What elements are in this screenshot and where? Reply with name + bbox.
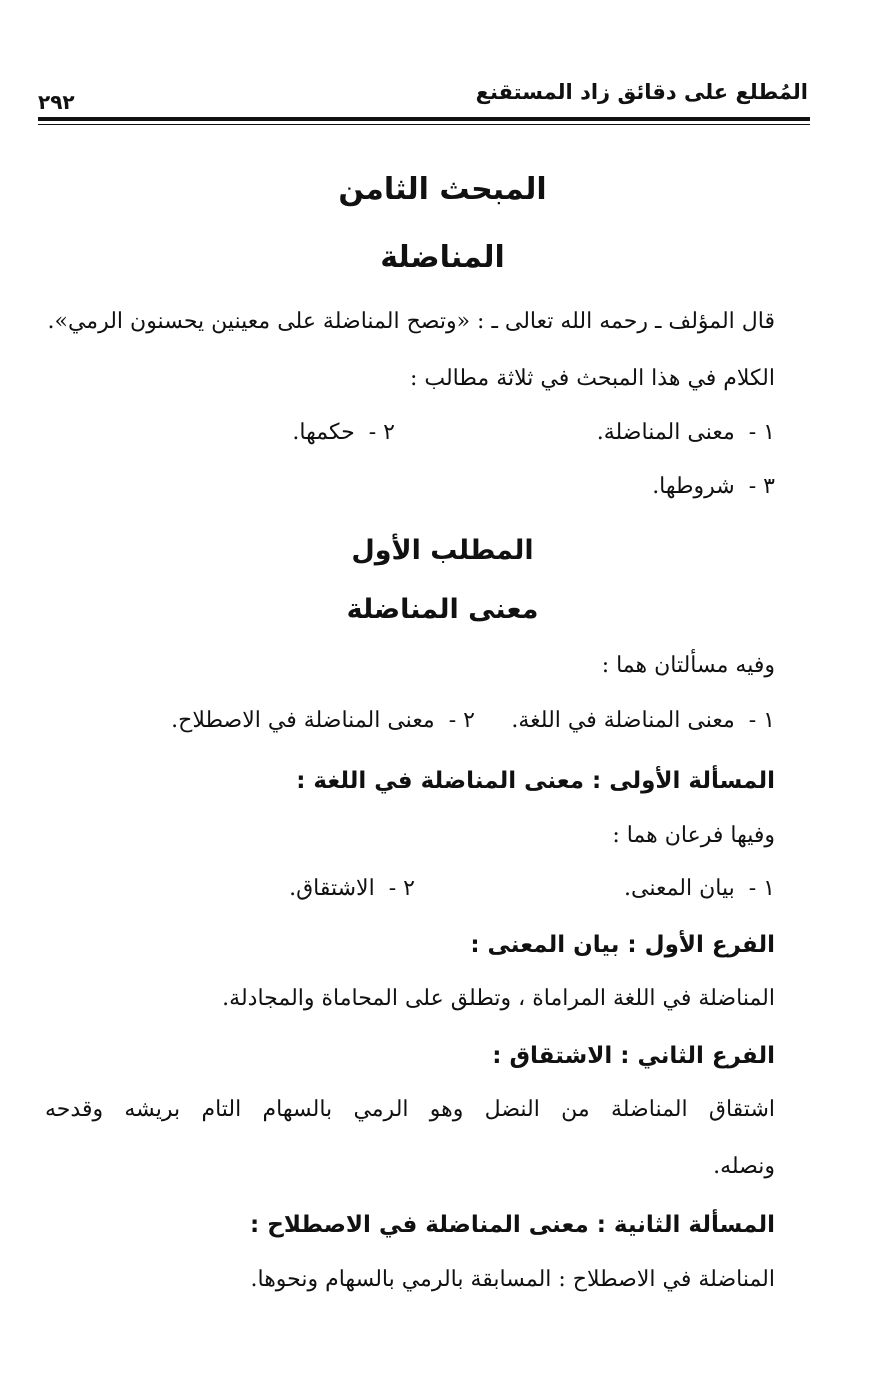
far-item-2 (289, 876, 415, 901)
masala2-text: المناضلة في الاصطلاح : المسابقة بالرمي بالسهام ونحوها. (250, 1267, 775, 1292)
matlab-item-3 (652, 474, 775, 499)
topic-heading: المناضلة (380, 240, 505, 275)
matlab-item-2 (292, 420, 395, 445)
item-text: حكمها. (292, 420, 355, 445)
header-rule-thin (38, 124, 810, 125)
far2-text-line2: ونصله. (713, 1154, 775, 1179)
item-number: ١ - (748, 876, 775, 901)
item-text: الاشتقاق. (289, 876, 375, 901)
item-text: شروطها. (652, 474, 735, 499)
overview-line: الكلام في هذا المبحث في ثلاثة مطالب : (409, 366, 775, 391)
matlab-title: معنى المناضلة (346, 594, 539, 625)
page-number: ٢٩٢ (38, 90, 75, 114)
masala-item-2 (171, 708, 475, 733)
section-heading: المبحث الثامن (338, 172, 547, 207)
masala1-intro: وفيها فرعان هما : (612, 823, 775, 848)
item-number: ٢ - (368, 420, 395, 445)
far2-text-line1: اشتقاق المناضلة من النضل وهو الرمي بالسهام التام بريشه وقدحه (45, 1097, 775, 1122)
far2-heading: الفرع الثاني : الاشتقاق : (492, 1043, 775, 1069)
item-number: ١ - (748, 708, 775, 733)
item-text: معنى المناضلة. (596, 420, 735, 445)
matlab-item-1 (597, 420, 775, 445)
author-quote: قال المؤلف ـ رحمه الله تعالى ـ : «وتصح المناضلة على معينين يحسنون الرمي». (47, 309, 775, 334)
masail-intro: وفيه مسألتان هما : (601, 653, 775, 678)
far1-heading: الفرع الأول : بيان المعنى : (470, 932, 775, 958)
book-title: المُطلع على دقائق زاد المستقنع (475, 80, 808, 104)
masala1-heading: المسألة الأولى : معنى المناضلة في اللغة : (296, 768, 775, 794)
item-number: ٢ - (388, 876, 415, 901)
item-text: بيان المعنى. (624, 876, 735, 901)
item-text: معنى المناضلة في اللغة. (511, 708, 735, 733)
far1-text: المناضلة في اللغة المراماة ، وتطلق على المحاماة والمجادلة. (222, 986, 775, 1011)
item-number: ١ - (748, 420, 775, 445)
running-header (38, 80, 808, 116)
masala-item-1 (511, 708, 775, 733)
header-rule-thick (38, 117, 810, 121)
matlab-heading: المطلب الأول (351, 535, 534, 566)
item-number: ٣ - (748, 474, 775, 499)
item-text: معنى المناضلة في الاصطلاح. (171, 708, 435, 733)
item-number: ٢ - (448, 708, 475, 733)
far-item-1 (624, 876, 775, 901)
masala2-heading: المسألة الثانية : معنى المناضلة في الاصطلاح : (250, 1212, 775, 1238)
